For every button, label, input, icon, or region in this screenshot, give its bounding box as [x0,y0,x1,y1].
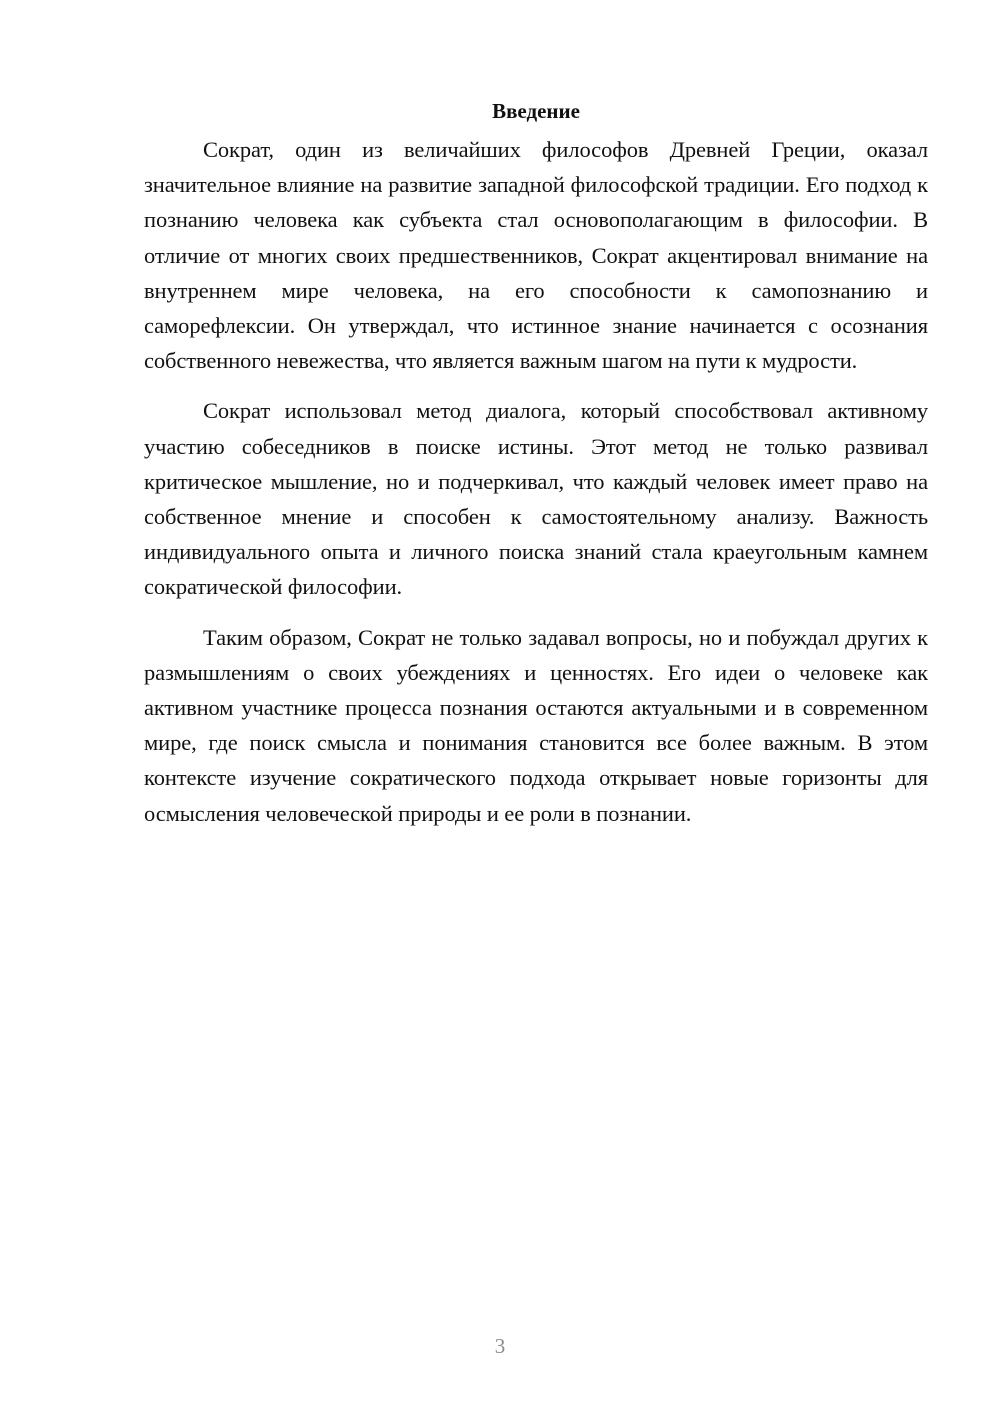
paragraph-3: Таким образом, Сократ не только задавал вопросы, но и побуждал других к размышлениям о своих убеждениях и ценностях. Его идеи о человеке как активном участнике процесса познания остаются актуальными и в современном мире, где поиск смысла и понимания становится все более важным. В этом контексте изучение сократического подхода открывает новые горизонты для осмысления человеческой природы и ее роли в познании. [144,624,928,826]
paragraph-2: Сократ использовал метод диалога, который способствовал активному участию собеседников в поиске истины. Этот метод не только развивал критическое мышление, но и подчеркивал, что каждый человек имеет право на собственное мнение и способен к самостоятельному анализу. Важность индивидуального опыта и личного поиска знаний стала краеугольным камнем сократической философии. [144,398,928,600]
page-content [144,96,928,846]
section-heading: Введение [492,99,580,123]
paragraph-1: Сократ, один из величайших философов Древней Греции, оказал значительное влияние на развитие западной философской традиции. Его подход к познанию человека как субъекта стал основополагающим в философии. В отличие от многих своих предшественников, Сократ акцентировал внимание на внутреннем мире человека, на его способности к самопознанию и саморефлексии. Он утверждал, что истинное знание начинается с осознания собственного невежества, что является важным шагом на пути к мудрости. [144,137,928,374]
page-number: 3 [494,1334,506,1358]
